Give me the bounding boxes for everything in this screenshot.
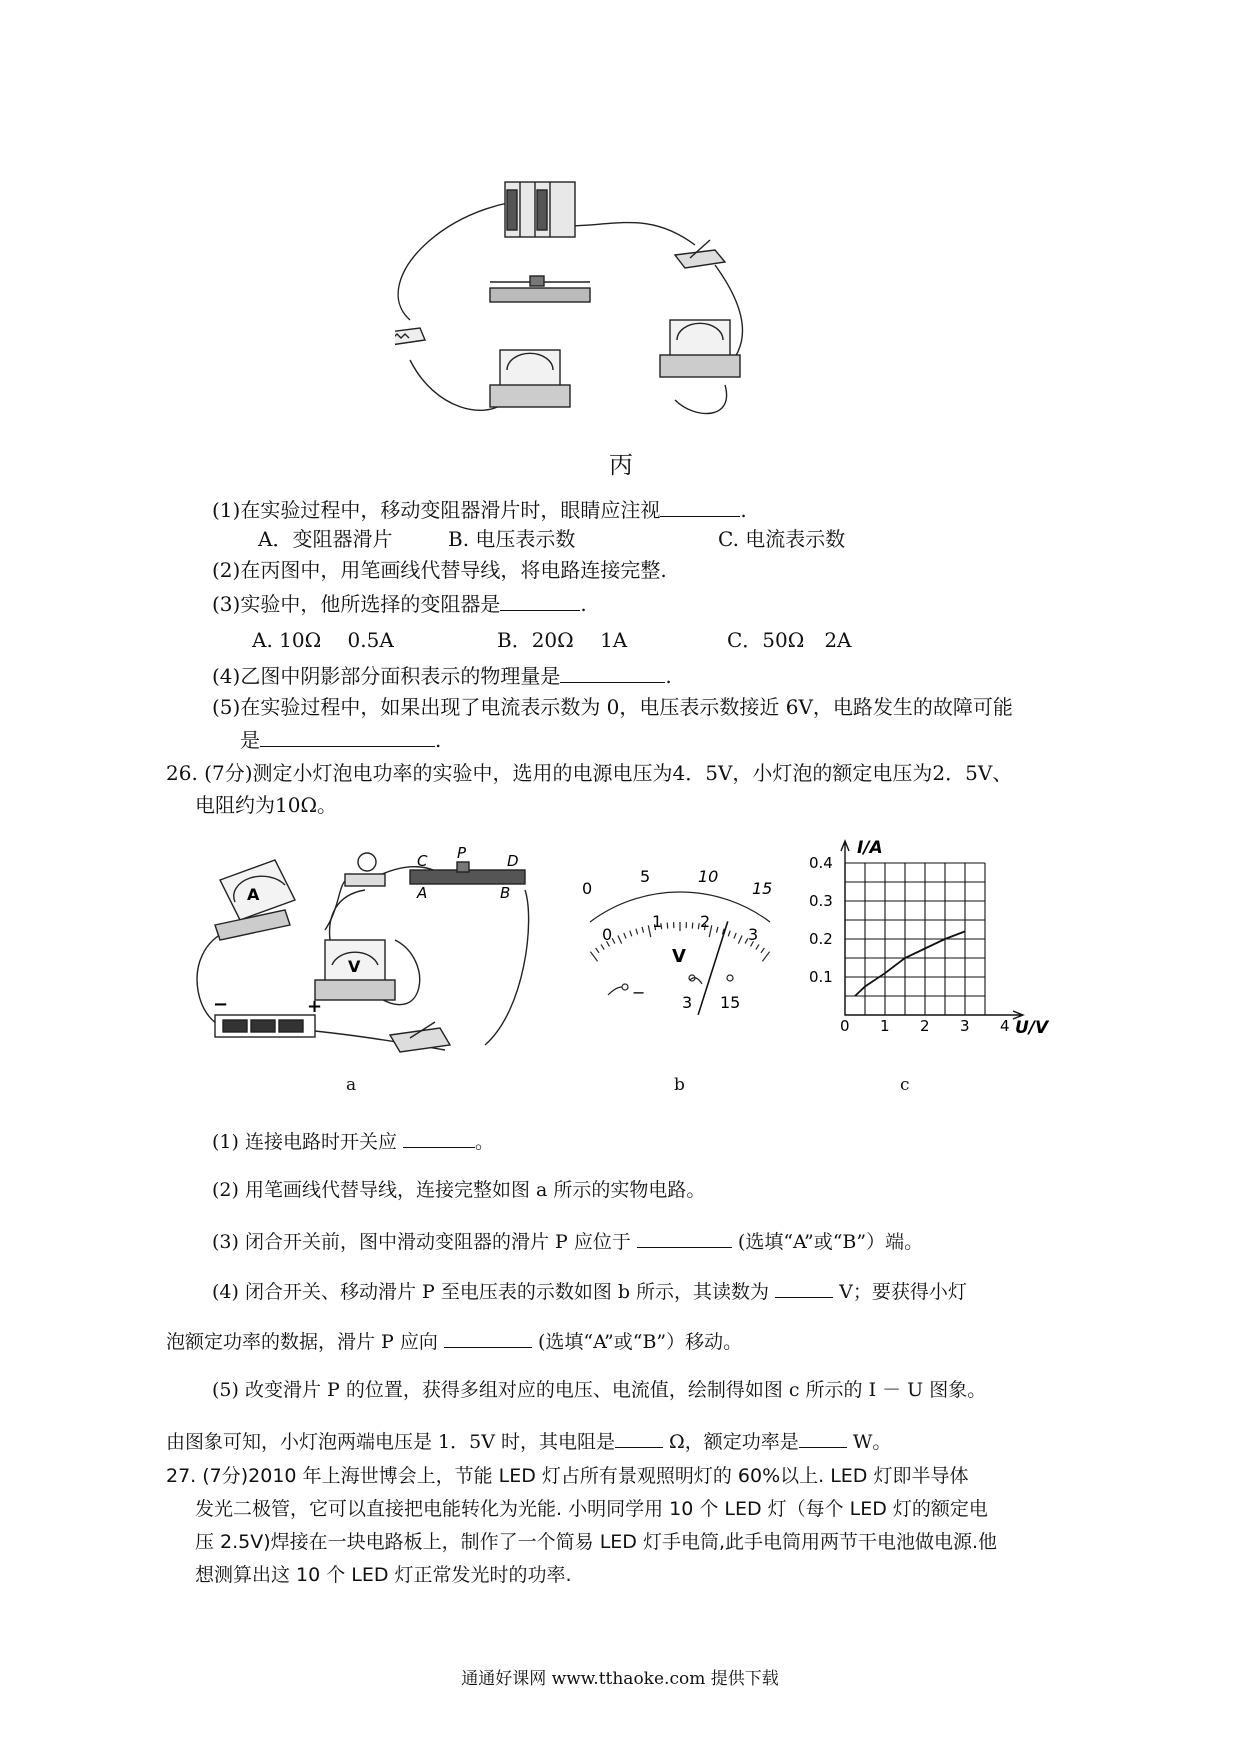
q26-head-2: 电阻约为10Ω。	[195, 793, 338, 817]
answer-blank[interactable]	[403, 1127, 475, 1148]
ytick-0.1: 0.1	[809, 968, 833, 986]
chart-axes	[841, 841, 1023, 1019]
xtick-1: 1	[880, 1017, 890, 1035]
answer-blank[interactable]	[775, 1277, 833, 1298]
terminal-3: 3	[682, 993, 693, 1012]
dial-tick	[642, 927, 644, 933]
rheostat-c-label: C	[417, 852, 428, 870]
answer-blank[interactable]	[637, 1227, 732, 1248]
q26-part-2: (2) 用笔画线代替导线，连接完整如图 a 所示的实物电路。	[212, 1179, 706, 1201]
dial-tick	[734, 933, 736, 939]
q26-part-4: (4) 闭合开关、移动滑片 P 至电压表的示数如图 b 所示，其读数为 V；要获得小灯	[212, 1277, 967, 1305]
voltmeter-label: V	[348, 957, 361, 976]
answer-blank[interactable]	[500, 590, 580, 611]
battery-negative: −	[213, 994, 229, 1015]
chart-xlabel: U/V	[1015, 1018, 1049, 1038]
dial-tick	[738, 935, 742, 943]
outer-tick-10: 10	[698, 867, 719, 886]
q27-line-1: 27. (7分)2010 年上海世博会上，节能 LED 灯占所有景观照明灯的 60%以上. LED 灯即半导体	[166, 1465, 969, 1487]
answer-blank[interactable]	[444, 1327, 532, 1348]
dial-tick	[618, 935, 622, 943]
dial-tick	[624, 933, 626, 939]
figure-bing-caption: 丙	[609, 451, 633, 479]
dial-tick	[692, 923, 693, 929]
q25-item-5-cont: 是 .	[240, 728, 442, 752]
option-b[interactable]: B. 电压表示数	[448, 527, 576, 551]
option-c[interactable]: C．50Ω 2A	[727, 628, 852, 652]
answer-blank[interactable]	[560, 662, 665, 683]
inner-tick-0: 0	[602, 925, 613, 944]
q25-item-5: (5)在实验过程中，如果出现了电流表示数为 0，电压表示数接近 6V，电路发生的故障可能	[212, 695, 1013, 719]
terminal-15: 15	[720, 993, 741, 1012]
inner-tick-3: 3	[748, 925, 759, 944]
q27-line-4: 想测算出这 10 个 LED 灯正常发光时的功率.	[195, 1564, 572, 1586]
ytick-0.4: 0.4	[809, 854, 833, 872]
dial-tick	[728, 931, 730, 937]
figure-c-label: c	[900, 1075, 910, 1095]
dial-tick	[601, 944, 604, 949]
q26-part-5-cont: 由图象可知，小灯泡两端电压是 1．5V 时，其电阻是 Ω，额定功率是 W。	[166, 1427, 891, 1455]
xtick-3: 3	[960, 1017, 970, 1035]
dial-tick	[756, 944, 759, 949]
answer-blank[interactable]	[660, 496, 740, 517]
xtick-2: 2	[920, 1017, 930, 1035]
dial-tick	[667, 923, 668, 929]
answer-blank[interactable]	[799, 1427, 847, 1448]
q27-line-3: 压 2.5V)焊接在一块电路板上，制作了一个简易 LED 灯手电筒,此手电筒用两节干电池做电源.他	[195, 1531, 998, 1553]
voltmeter-unit: V	[672, 946, 686, 967]
rheostat-a-label: A	[417, 884, 428, 902]
ytick-0.3: 0.3	[809, 892, 833, 910]
q26-part-5: (5) 改变滑片 P 的位置，获得多组对应的电压、电流值，绘制得如图 c 所示的 I － U 图象。	[212, 1379, 987, 1401]
dial-tick	[596, 948, 599, 953]
q26-part-4-cont: 泡额定功率的数据，滑片 P 应向 (选填“A”或“B”）移动。	[166, 1327, 742, 1355]
q25-item-4: (4)乙图中阴影部分面积表示的物理量是 .	[212, 664, 672, 688]
q25-item-1: (1)在实验过程中，移动变阻器滑片时，眼睛应注视 .	[212, 498, 747, 522]
dial-tick	[761, 948, 764, 953]
q25-item-2: (2)在丙图中，用笔画线代替导线，将电路连接完整.	[212, 558, 667, 582]
inner-tick-2: 2	[700, 912, 711, 931]
battery-positive: +	[307, 996, 323, 1017]
answer-blank[interactable]	[615, 1427, 663, 1448]
outer-tick-5: 5	[640, 867, 651, 886]
dial-tick	[648, 925, 651, 937]
outer-tick-0: 0	[582, 879, 593, 898]
iu-curve	[855, 931, 965, 996]
q27-line-2: 发光二极管，它可以直接把电能转化为光能. 小明同学用 10 个 LED 灯（每个 LED 灯的额定电	[195, 1498, 988, 1520]
figure-a-label: a	[346, 1075, 357, 1095]
q26-head-1: 26. (7分)测定小灯泡电功率的实验中，选用的电源电压为4．5V，小灯泡的额定电压为2．5V、	[166, 761, 1013, 785]
dial-tick	[636, 929, 638, 935]
answer-blank[interactable]	[260, 726, 435, 747]
q26-part-3: (3) 闭合开关前，图中滑动变阻器的滑片 P 应位于 (选填“A”或“B”）端。	[212, 1227, 923, 1255]
figure-b-label: b	[674, 1075, 685, 1095]
rheostat-d-label: D	[507, 852, 519, 870]
iu-chart-c	[805, 835, 1075, 1045]
q25-item-1-options	[258, 526, 846, 552]
rheostat-b-label: B	[500, 884, 511, 902]
ytick-0.2: 0.2	[809, 930, 833, 948]
outer-tick-15: 15	[752, 879, 773, 898]
voltmeter-dial-b	[580, 860, 780, 1020]
chart-ylabel: I/A	[857, 838, 883, 858]
q25-item-3: (3)实验中，他所选择的变阻器是 .	[212, 592, 587, 616]
terminal-negative: −	[632, 983, 646, 1002]
dial-tick	[590, 952, 597, 962]
inner-tick-1: 1	[652, 912, 663, 931]
option-c[interactable]: C. 电流表示数	[718, 527, 846, 551]
rheostat-p-label: P	[457, 844, 467, 862]
option-a[interactable]: A. 10Ω 0.5A	[252, 628, 394, 652]
circuit-figure-bing	[395, 170, 845, 440]
xtick-0: 0	[840, 1017, 850, 1035]
option-a[interactable]: A．变阻器滑片	[258, 527, 393, 551]
xtick-4: 4	[1000, 1017, 1010, 1035]
option-b[interactable]: B．20Ω 1A	[497, 628, 628, 652]
page-footer: 通通好课网 www.tthaoke.com 提供下载	[461, 1669, 779, 1689]
dial-tick	[716, 927, 718, 933]
dial-tick	[612, 938, 615, 943]
ammeter-label: A	[247, 885, 260, 904]
q26-part-1: (1) 连接电路时开关应 。	[212, 1127, 494, 1155]
circuit-figure-a	[195, 840, 575, 1060]
q25-item-3-options	[252, 627, 852, 653]
dial-tick	[762, 952, 769, 962]
dial-tick	[630, 931, 632, 937]
